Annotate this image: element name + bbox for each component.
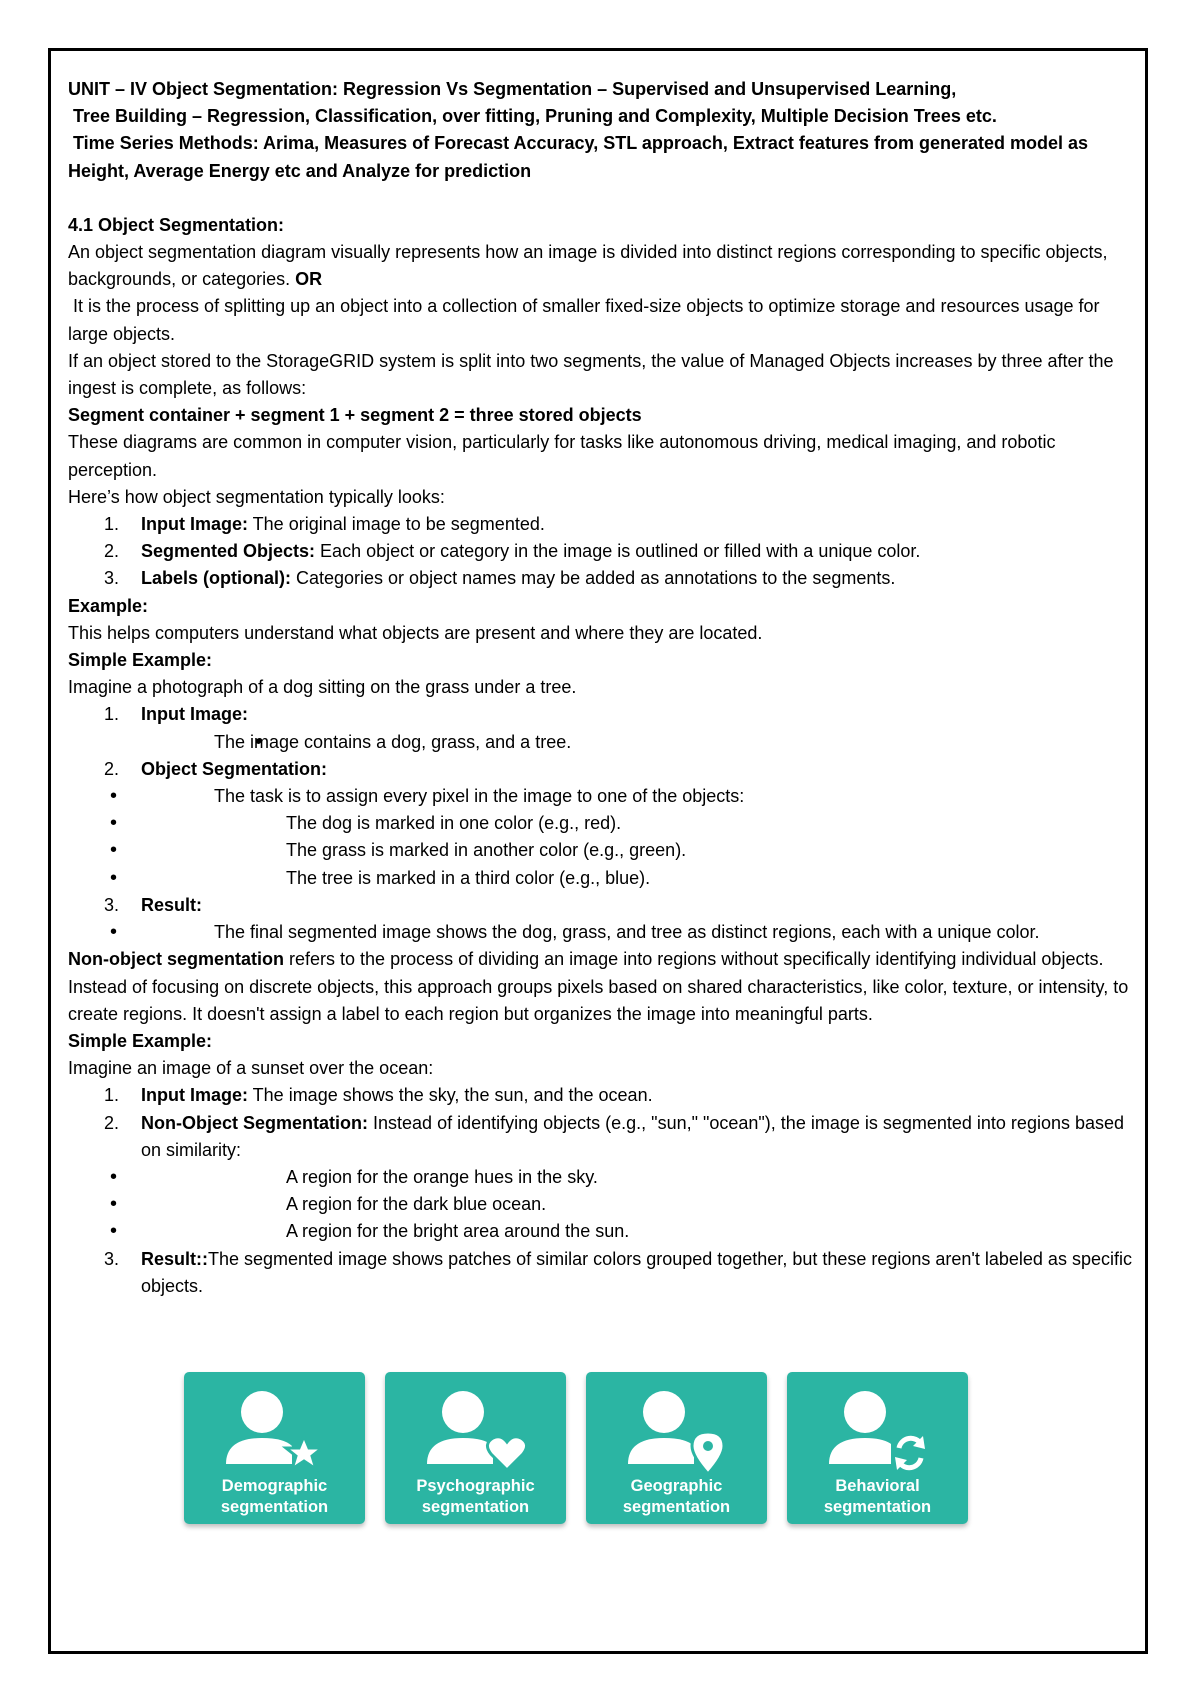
person-heart-icon [421,1386,531,1476]
unit-header-line-1: UNIT – IV Object Segmentation: Regression Vs Segmentation – Supervised and Unsupervised Learning, [68,79,957,99]
section-heading: 4.1 Object Segmentation: [68,214,285,235]
bullet-item: • The task is to assign every pixel in the image to one of the objects: [68,783,1132,810]
paragraph-non-object: Non-object segmentation refers to the process of dividing an image into regions without specifically identifying individual objects. Instead of focusing on discrete objects, this approach groups pixels based on shared characteristics, like color, texture, or intensity, to create regions. It doesn't assign a label to each region but organizes the image into meaningful parts. [68,949,1129,1024]
sub-bullet-item: • A region for the orange hues in the sky. [68,1164,1132,1191]
segmentation-types-figure [184,1372,1004,1524]
bullet-list [68,783,1132,810]
card-label: Geographic segmentation [622,1477,731,1516]
person-location-pin-icon [622,1386,732,1476]
list-item: 1. Input Image: The original image to be segmented. [104,514,545,535]
simple-example-label: Simple Example: [68,650,213,671]
unit-header-line-3: Time Series Methods: Arima, Measures of Forecast Accuracy, STL approach, Extract features from generated model as Height, Average Energy etc and Analyze for prediction [68,133,1089,181]
sub-bullet-list [68,810,1132,892]
simple-example-label-2: Simple Example: [68,1030,213,1051]
card-behavioral [787,1372,968,1524]
card-demographic [184,1372,365,1524]
card-psychographic [385,1372,566,1524]
sub-bullet-item: • A region for the bright area around the sun. [68,1218,1132,1245]
paragraph-storagegrid: If an object stored to the StorageGRID system is split into two segments, the value of Managed Objects increases by three after the ingest is complete, as follows: [68,350,1114,399]
sub-bullet-item: • The dog is marked in one color (e.g., red). [68,810,1132,837]
paragraph-storage: It is the process of splitting up an object into a collection of smaller fixed-size objects to optimize storage and resources usage for large objects. [68,296,1100,344]
unit-header-line-2: Tree Building – Regression, Classification, over fitting, Pruning and Complexity, Multiple Decision Trees etc. [73,106,997,127]
list-item: 2. Object Segmentation: • The task is to assign every pixel in the image to one of the objects: • The dog is marked in one color (e.g., red). • The grass is marked in another color (e.g., green). • The tree is marked in a third color (e.g., blue). [68,756,1132,892]
bullet-list [141,729,1132,756]
list-item: 2. Non-Object Segmentation: Instead of identifying objects (e.g., "sun," "ocean"), the image is segmented into regions based on similarity: • A region for the orange hues in the sky. • A region for the dark blue ocean. • A region for the bright area around the sun. [68,1110,1132,1246]
sub-bullet-item: • A region for the dark blue ocean. [68,1191,1132,1218]
formula-line: Segment container + segment 1 + segment 2 = three stored objects [68,405,642,426]
sub-bullet-item: • The tree is marked in a third color (e.g., blue). [68,865,1132,892]
simple-example-text-2: Imagine an image of a sunset over the ocean: [68,1058,434,1079]
sub-bullet-list [68,1164,1132,1246]
numbered-list-dog-example [68,701,1132,946]
paragraph-intro-list: Here’s how object segmentation typically looks: [68,486,445,507]
bullet-item: • The image contains a dog, grass, and a tree. [141,729,1132,756]
card-geographic [586,1372,767,1524]
list-item: 1. Input Image: • The image contains a dog, grass, and a tree. [68,701,1132,755]
card-label: Psychographic segmentation [416,1477,535,1516]
paragraph-definition: An object segmentation diagram visually represents how an image is divided into distinct regions corresponding to specific objects, backgrounds, or categories. OR [68,242,1108,290]
bullet-item: • The final segmented image shows the dog, grass, and tree as distinct regions, each with a unique color. [68,919,1132,946]
paragraph-applications: These diagrams are common in computer vision, particularly for tasks like autonomous driving, medical imaging, and robotic perception. [68,432,1056,480]
list-item: 3. Labels (optional): Categories or object names may be added as annotations to the segments. [104,568,896,589]
document-body [68,76,1132,1300]
list-item: 1. Input Image: The image shows the sky, the sun, and the ocean. [104,1085,653,1106]
bullet-list [68,919,1132,946]
list-item: 2. Segmented Objects: Each object or category in the image is outlined or filled with a unique color. [104,541,921,562]
list-item: 3. Result: • The final segmented image shows the dog, grass, and tree as distinct regions, each with a unique color. [68,892,1132,946]
numbered-list-sunset-example [68,1082,1132,1300]
simple-example-text: Imagine a photograph of a dog sitting on the grass under a tree. [68,677,577,698]
list-item: 3. Result::The segmented image shows patches of similar colors grouped together, but these regions aren't labeled as specific objects. [104,1248,1132,1296]
card-label: Demographic segmentation [220,1477,329,1516]
numbered-list-overview [68,511,1132,593]
example-label: Example: [68,595,149,616]
person-star-icon [220,1386,330,1476]
card-label: Behavioral segmentation [823,1477,932,1516]
example-text: This helps computers understand what objects are present and where they are located. [68,622,763,643]
person-refresh-icon [823,1386,933,1476]
sub-bullet-item: • The grass is marked in another color (e.g., green). [68,837,1132,864]
